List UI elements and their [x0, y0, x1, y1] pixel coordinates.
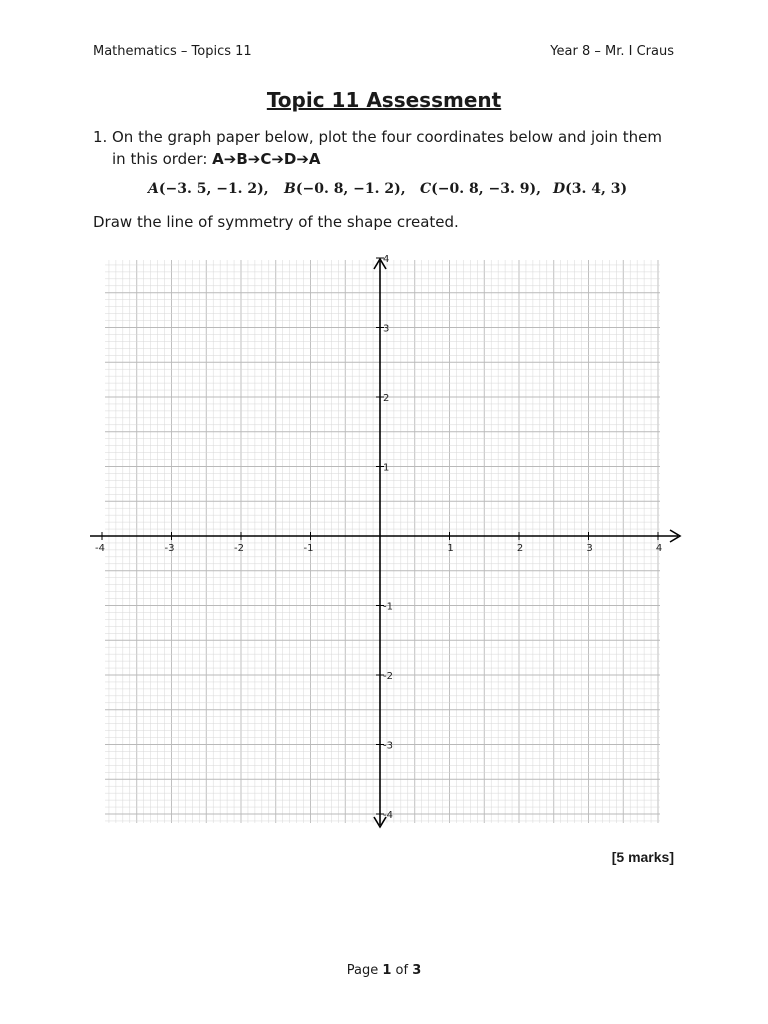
coordinate-c — [420, 181, 541, 197]
coordinate-value: (−0. 8, −3. 9), — [431, 181, 541, 197]
y-tick-label: 4 — [383, 255, 390, 265]
x-tick-label: -1 — [303, 543, 314, 554]
y-tick-label: -1 — [383, 601, 393, 613]
coordinate-b — [284, 181, 406, 197]
coordinate-value: (3. 4, 3) — [565, 181, 628, 197]
x-tick-label: 1 — [447, 543, 454, 554]
coordinate-value: (−0. 8, −1. 2), — [295, 181, 406, 197]
x-tick-label: -4 — [95, 543, 105, 554]
header-subject: Mathematics – Topics 11 — [93, 44, 252, 59]
header-class: Year 8 – Mr. I Craus — [550, 44, 674, 59]
plot-order: A➔B➔C➔D➔A — [212, 150, 321, 168]
page-title: Topic 11 Assessment — [266, 88, 502, 112]
coordinate-label: B — [284, 181, 296, 197]
y-tick-label: 3 — [383, 323, 390, 335]
footer-prefix: Page — [346, 963, 383, 978]
question-order-line — [112, 150, 321, 168]
coordinate-label: C — [420, 181, 432, 197]
page-number: 1 — [382, 963, 392, 978]
y-tick-label: -2 — [383, 671, 393, 682]
graph-paper[interactable] — [90, 255, 690, 833]
page-total: 3 — [412, 963, 422, 978]
x-tick-label: 3 — [586, 543, 593, 554]
y-tick-label: 2 — [383, 393, 390, 404]
y-tick-label: -3 — [383, 740, 393, 752]
x-tick-label: -2 — [234, 543, 244, 554]
marks-label: [5 marks] — [611, 849, 674, 865]
footer-middle: of — [391, 963, 413, 978]
coordinate-value: (−3. 5, −1. 2), — [158, 181, 269, 197]
instruction-text: Draw the line of symmetry of the shape created. — [93, 213, 459, 231]
coordinate-label: A — [148, 181, 159, 197]
x-tick-label: 4 — [655, 543, 663, 554]
y-tick-label: -4 — [383, 810, 393, 821]
question-text: On the graph paper below, plot the four coordinates below and join them — [112, 128, 662, 146]
y-tick-label: 1 — [383, 462, 390, 474]
question-number: 1. — [93, 128, 108, 146]
page-footer — [0, 963, 768, 978]
coordinate-d — [553, 181, 627, 197]
x-tick-label: -3 — [164, 543, 175, 554]
coordinate-label: D — [553, 181, 566, 197]
order-prefix: in this order: — [112, 150, 213, 168]
coordinate-a — [148, 181, 269, 197]
x-tick-label: 2 — [516, 543, 524, 554]
